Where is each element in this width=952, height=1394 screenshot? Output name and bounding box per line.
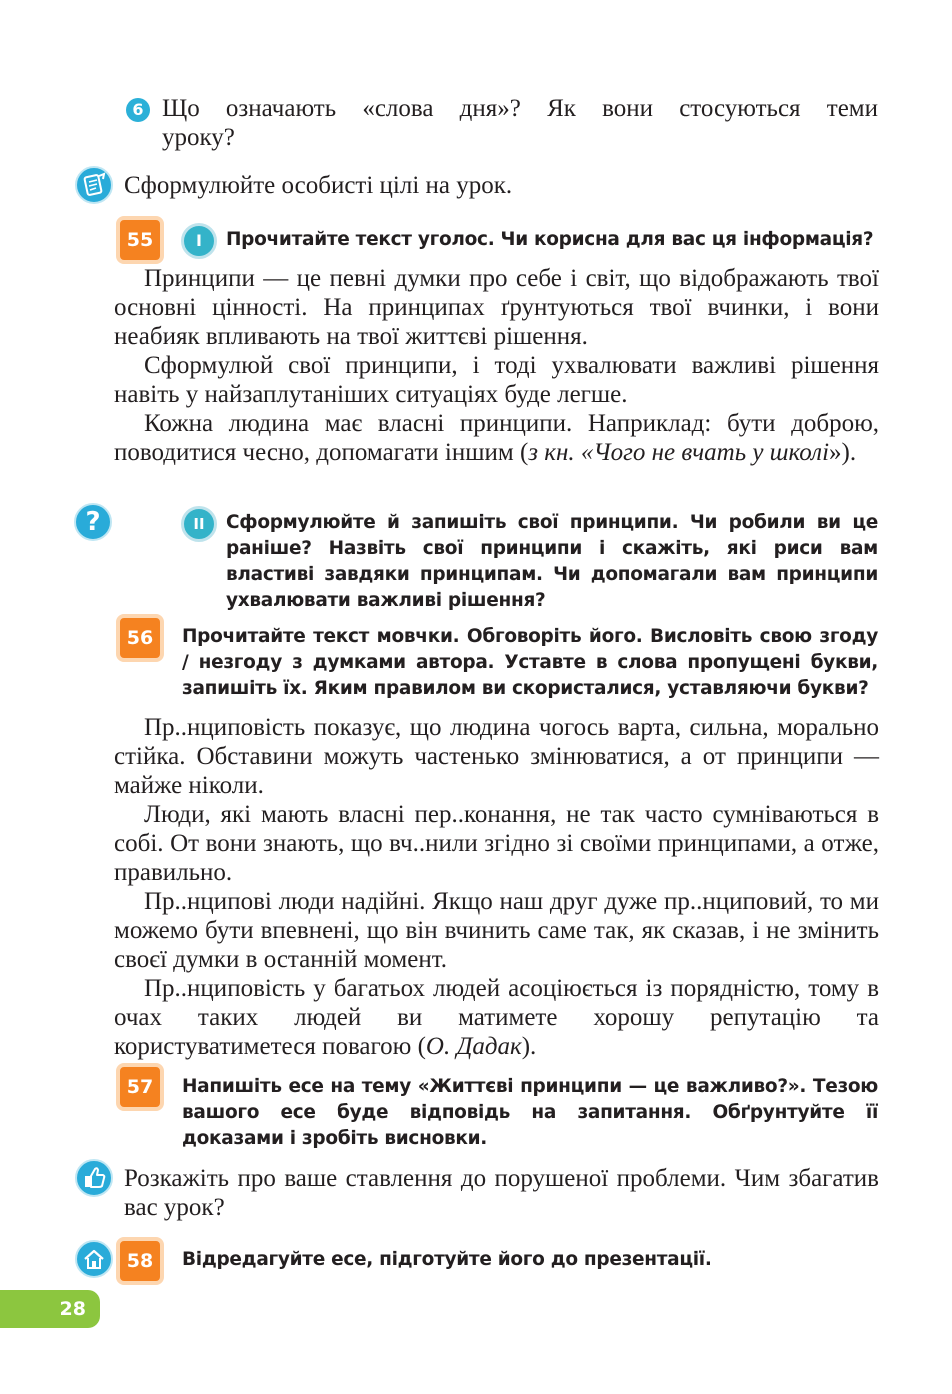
exercise-56-paragraph-1: Пр..нциповість показує, що людина чогось варта, сильна, морально стійка. Обставини можуть частенько змінюватися, а от принципи — майже ніколи. (114, 714, 879, 799)
task-2-text: Сформулюйте й запишіть свої принципи. Чи робили ви це раніше? Назвіть свої принципи і скажіть, які риси вам властиві завдяки принципам. Чи допомагали вам принципи ухвалювати важливі рішення? (226, 512, 878, 611)
task-marker-1: I (181, 223, 217, 259)
page-number: 28 (0, 1290, 100, 1328)
home-icon (75, 1240, 113, 1278)
exercise-57-task: Напишіть есе на тему «Життєві принципи — це важливо?». Тезою вашого есе буде відповідь на запитання. Обґрунтуйте її доказами і зробіть висновки. (182, 1076, 878, 1149)
question-6-text (162, 94, 878, 152)
exercise-56-text (114, 713, 879, 1061)
exercise-55-task: Прочитайте текст уголос. Чи корисна для вас ця інформація? (226, 229, 874, 250)
exercise-55-paragraph-2: Сформулюй свої принципи, і тоді ухвалювати важливі рішення навіть у найзаплутаніших ситуаціях буде легше. (114, 352, 879, 408)
exercise-55-paragraph-1: Принципи — це певні думки про себе і світ, що відображають твої основні цінності. На принципах ґрунтуються твої вчинки, і вони неабияк впливають на твої життєві рішення. (114, 265, 879, 350)
exercise-56-paragraph-2: Люди, які мають власні пер..конання, не так часто сумніваються в собі. От вони знають, що вч..нили згідно зі своїми принципами, а отже, правильно. (114, 801, 879, 886)
exercise-number-56: 56 (116, 614, 164, 662)
exercise-55-paragraph-3 (114, 409, 879, 467)
task-marker-2: II (181, 506, 217, 542)
question-6-line-1: Що означають «слова дня»? Як вони стосуються теми (162, 95, 878, 122)
goals-text: Сформулюйте особисті цілі на урок. (124, 172, 513, 199)
exercise-55-paragraph-3-text: Кожна людина має власні принципи. Наприклад: бути доброю, поводитися чесно, допомагати іншим ( (114, 410, 879, 466)
exercise-number-58: 58 (116, 1237, 164, 1285)
exercise-58-task: Відредагуйте есе, підготуйте його до презентації. (182, 1249, 712, 1270)
exercise-number-57: 57 (116, 1063, 164, 1111)
question-6-line-2: уроку? (162, 124, 235, 151)
exercise-56-task: Прочитайте текст мовчки. Обговоріть його. Висловіть свою згоду / незгоду з думками автора. Уставте в слова пропущені букви, запишіть їх. Яким правилом ви скористалися, уставляючи букви? (182, 626, 878, 699)
exercise-56-author: О. Дадак (425, 1033, 522, 1060)
goals-icon (75, 166, 113, 204)
question-number-6: 6 (126, 98, 150, 122)
exercise-56-paragraph-4 (114, 974, 879, 1061)
exercise-55-source: з кн. «Чого не вчать у школі (528, 439, 830, 466)
exercise-56-paragraph-4-end: ). (521, 1033, 537, 1060)
thumbs-up-icon (75, 1159, 113, 1197)
reflection-text: Розкажіть про ваше ставлення до порушеної проблеми. Чим збагатив вас урок? (124, 1165, 879, 1221)
exercise-number-55: 55 (116, 216, 164, 264)
exercise-55-paragraph-3-end: »). (829, 439, 857, 466)
question-icon: ? (74, 503, 112, 541)
exercise-56-paragraph-3: Пр..нципові люди надійні. Якщо наш друг дуже пр..нциповий, то ми можемо бути впевнені, що він вчинить саме так, як сказав, і не змінить своєї думки в останній момент. (114, 888, 879, 973)
exercise-55-text (114, 264, 879, 467)
exercise-56-paragraph-4-text: Пр..нциповість у багатьох людей асоціюється із порядністю, тому в очах таких людей ви матимете хорошу репутацію та користуватиметеся повагою ( (114, 975, 879, 1060)
